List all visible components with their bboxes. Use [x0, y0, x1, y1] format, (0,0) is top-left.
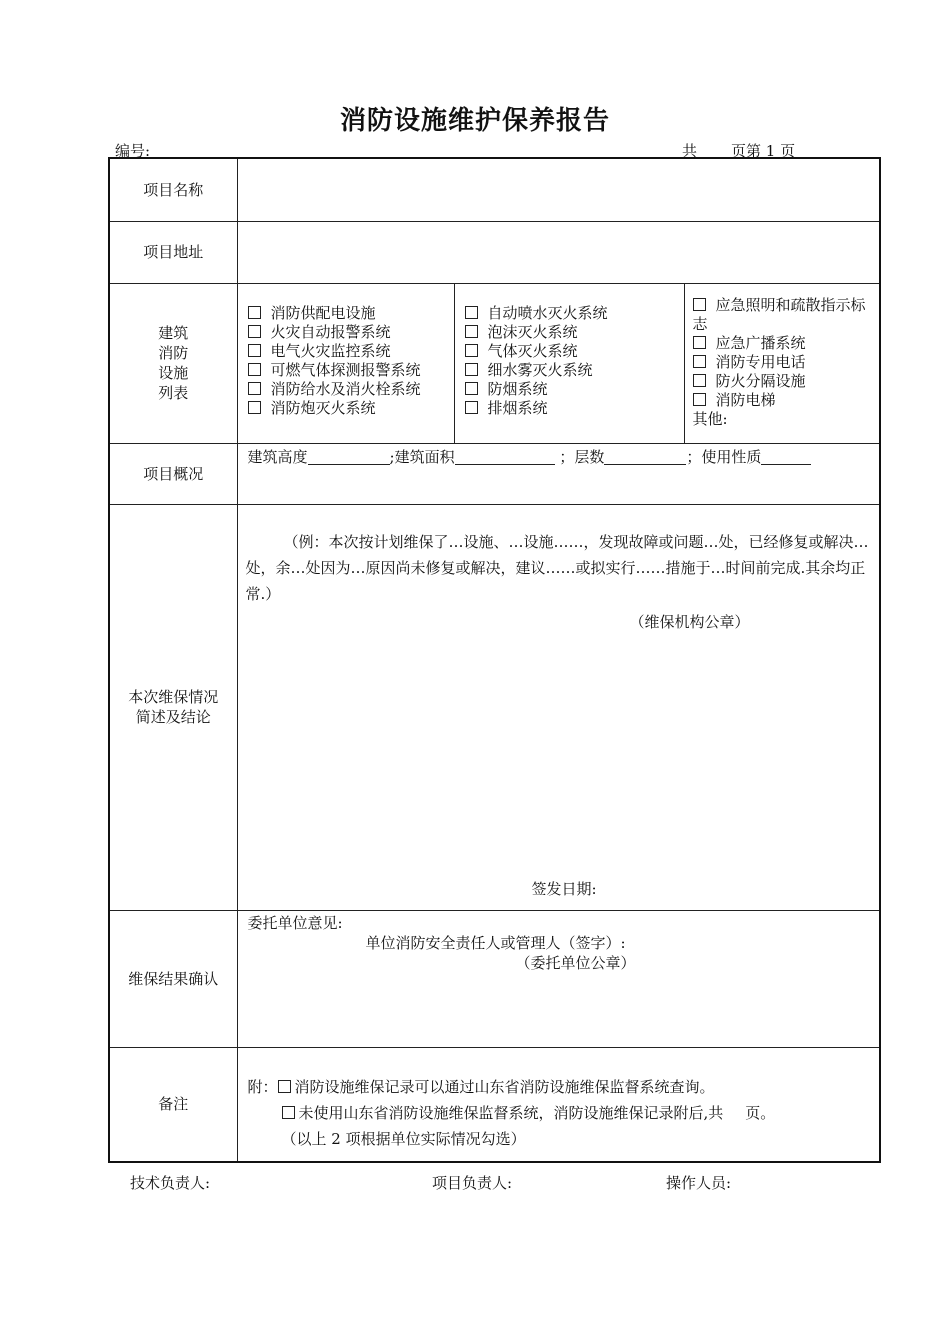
facility-option[interactable]: 可燃气体探测报警系统: [248, 361, 454, 380]
usage-label: ；使用性质: [686, 447, 762, 466]
facility-option[interactable]: 防烟系统: [465, 380, 684, 399]
report-form: [108, 157, 881, 1163]
project-name-row: [109, 158, 880, 221]
operator-label: 操作人员:: [666, 1174, 732, 1192]
facility-option[interactable]: 电气火灾监控系统: [248, 342, 454, 361]
confirm-content[interactable]: [237, 910, 880, 1047]
facility-option[interactable]: 气体灭火系统: [465, 342, 684, 361]
checkbox[interactable]: [693, 355, 706, 368]
checkbox[interactable]: [248, 363, 261, 376]
confirm-row: [109, 910, 880, 1047]
checkbox[interactable]: [693, 393, 706, 406]
maintenance-org-seal: （维保机构公章）: [629, 612, 750, 631]
checkbox[interactable]: [465, 382, 478, 395]
checkbox[interactable]: [248, 306, 261, 319]
facility-other-label: 其他:: [692, 409, 728, 428]
facility-option[interactable]: 细水雾灭火系统: [465, 361, 684, 380]
project-address-row: [109, 221, 880, 283]
checkbox[interactable]: [465, 344, 478, 357]
checkbox[interactable]: [465, 306, 478, 319]
checkbox[interactable]: [465, 401, 478, 414]
report-title: 消防设施维护保养报告: [339, 106, 610, 136]
confirm-label: 维保结果确认: [109, 910, 237, 1047]
responsible-signature-label: 单位消防安全责任人或管理人（签字）:: [365, 933, 626, 952]
checkbox[interactable]: [248, 382, 261, 395]
checkbox[interactable]: [278, 1080, 291, 1093]
remark-line-3: （以上 2 项根据单位实际情况勾选）: [281, 1129, 526, 1148]
facility-option[interactable]: 消防电梯: [693, 391, 876, 410]
remark-line-1: 附： 消防设施维保记录可以通过山东省消防设施维保监督系统查询。: [247, 1077, 715, 1096]
remark-label: 备注: [109, 1047, 237, 1162]
summary-content[interactable]: [237, 504, 880, 910]
facility-list-row: [109, 283, 880, 443]
project-address-field[interactable]: [237, 221, 880, 283]
building-area-label: ;建筑面积: [389, 447, 455, 466]
floors-field[interactable]: [604, 450, 686, 465]
page-current-label: 页第 1 页: [731, 142, 796, 160]
tech-lead-label: 技术负责人:: [130, 1174, 211, 1192]
usage-field[interactable]: [761, 450, 811, 465]
project-name-label: 项目名称: [109, 158, 237, 221]
summary-example-text: （例：本次按计划维保了…设施、…设施……，发现故障或问题…处，已经修复或解决…处，余…处因为…原因尚未修复或解决，建议……或拟实行……措施于…时间前完成.其余均正常.）: [245, 532, 869, 603]
building-area-field[interactable]: [455, 450, 555, 465]
client-opinion-label: 委托单位意见:: [247, 913, 343, 932]
facility-option[interactable]: 应急广播系统: [693, 334, 876, 353]
summary-label: 本次维保情况 简述及结论: [109, 504, 237, 910]
building-height-field[interactable]: [308, 450, 390, 465]
checkbox[interactable]: [465, 363, 478, 376]
facility-column-1: [237, 283, 454, 443]
checkbox[interactable]: [282, 1106, 295, 1119]
project-name-field[interactable]: [237, 158, 880, 221]
remark-row: [109, 1047, 880, 1162]
remark-line-2: 未使用山东省消防设施维保监督系统，消防设施维保记录附后,共 页。: [248, 1100, 880, 1126]
project-address-label: 项目地址: [109, 221, 237, 283]
facility-option[interactable]: 消防给水及消火栓系统: [248, 380, 454, 399]
checkbox[interactable]: [465, 325, 478, 338]
facility-list-label: 建筑 消防 设施 列表: [109, 283, 237, 443]
facility-option[interactable]: 泡沫灭火系统: [465, 323, 684, 342]
overview-fields: [237, 443, 880, 504]
facility-column-3: [684, 283, 880, 443]
facility-column-2: [454, 283, 684, 443]
facility-option[interactable]: 消防专用电话: [693, 353, 876, 372]
facility-option[interactable]: 防火分隔设施: [693, 372, 876, 391]
project-lead-label: 项目负责人:: [432, 1174, 513, 1192]
overview-row: [109, 443, 880, 504]
page-total-label: 共: [682, 142, 698, 160]
building-height-label: 建筑高度: [247, 447, 308, 466]
overview-label: 项目概况: [109, 443, 237, 504]
checkbox[interactable]: [248, 401, 261, 414]
checkbox[interactable]: [693, 298, 706, 311]
checkbox[interactable]: [693, 336, 706, 349]
facility-option[interactable]: 消防炮灭火系统: [248, 399, 454, 418]
facility-option[interactable]: 消防供配电设施: [248, 304, 454, 323]
checkbox[interactable]: [693, 374, 706, 387]
client-seal-label: （委托单位公章）: [515, 953, 636, 972]
facility-option[interactable]: 排烟系统: [465, 399, 684, 418]
facility-option[interactable]: 自动喷水灭火系统: [465, 304, 684, 323]
serial-number-label: 编号:: [115, 142, 151, 160]
facility-option[interactable]: 应急照明和疏散指示标志: [692, 295, 866, 333]
summary-row: [109, 504, 880, 910]
remark-content: [237, 1047, 880, 1162]
checkbox[interactable]: [248, 325, 261, 338]
checkbox[interactable]: [248, 344, 261, 357]
floors-label: ；层数: [559, 447, 605, 466]
facility-option[interactable]: 火灾自动报警系统: [248, 323, 454, 342]
sign-date-label: 签发日期:: [531, 879, 597, 898]
